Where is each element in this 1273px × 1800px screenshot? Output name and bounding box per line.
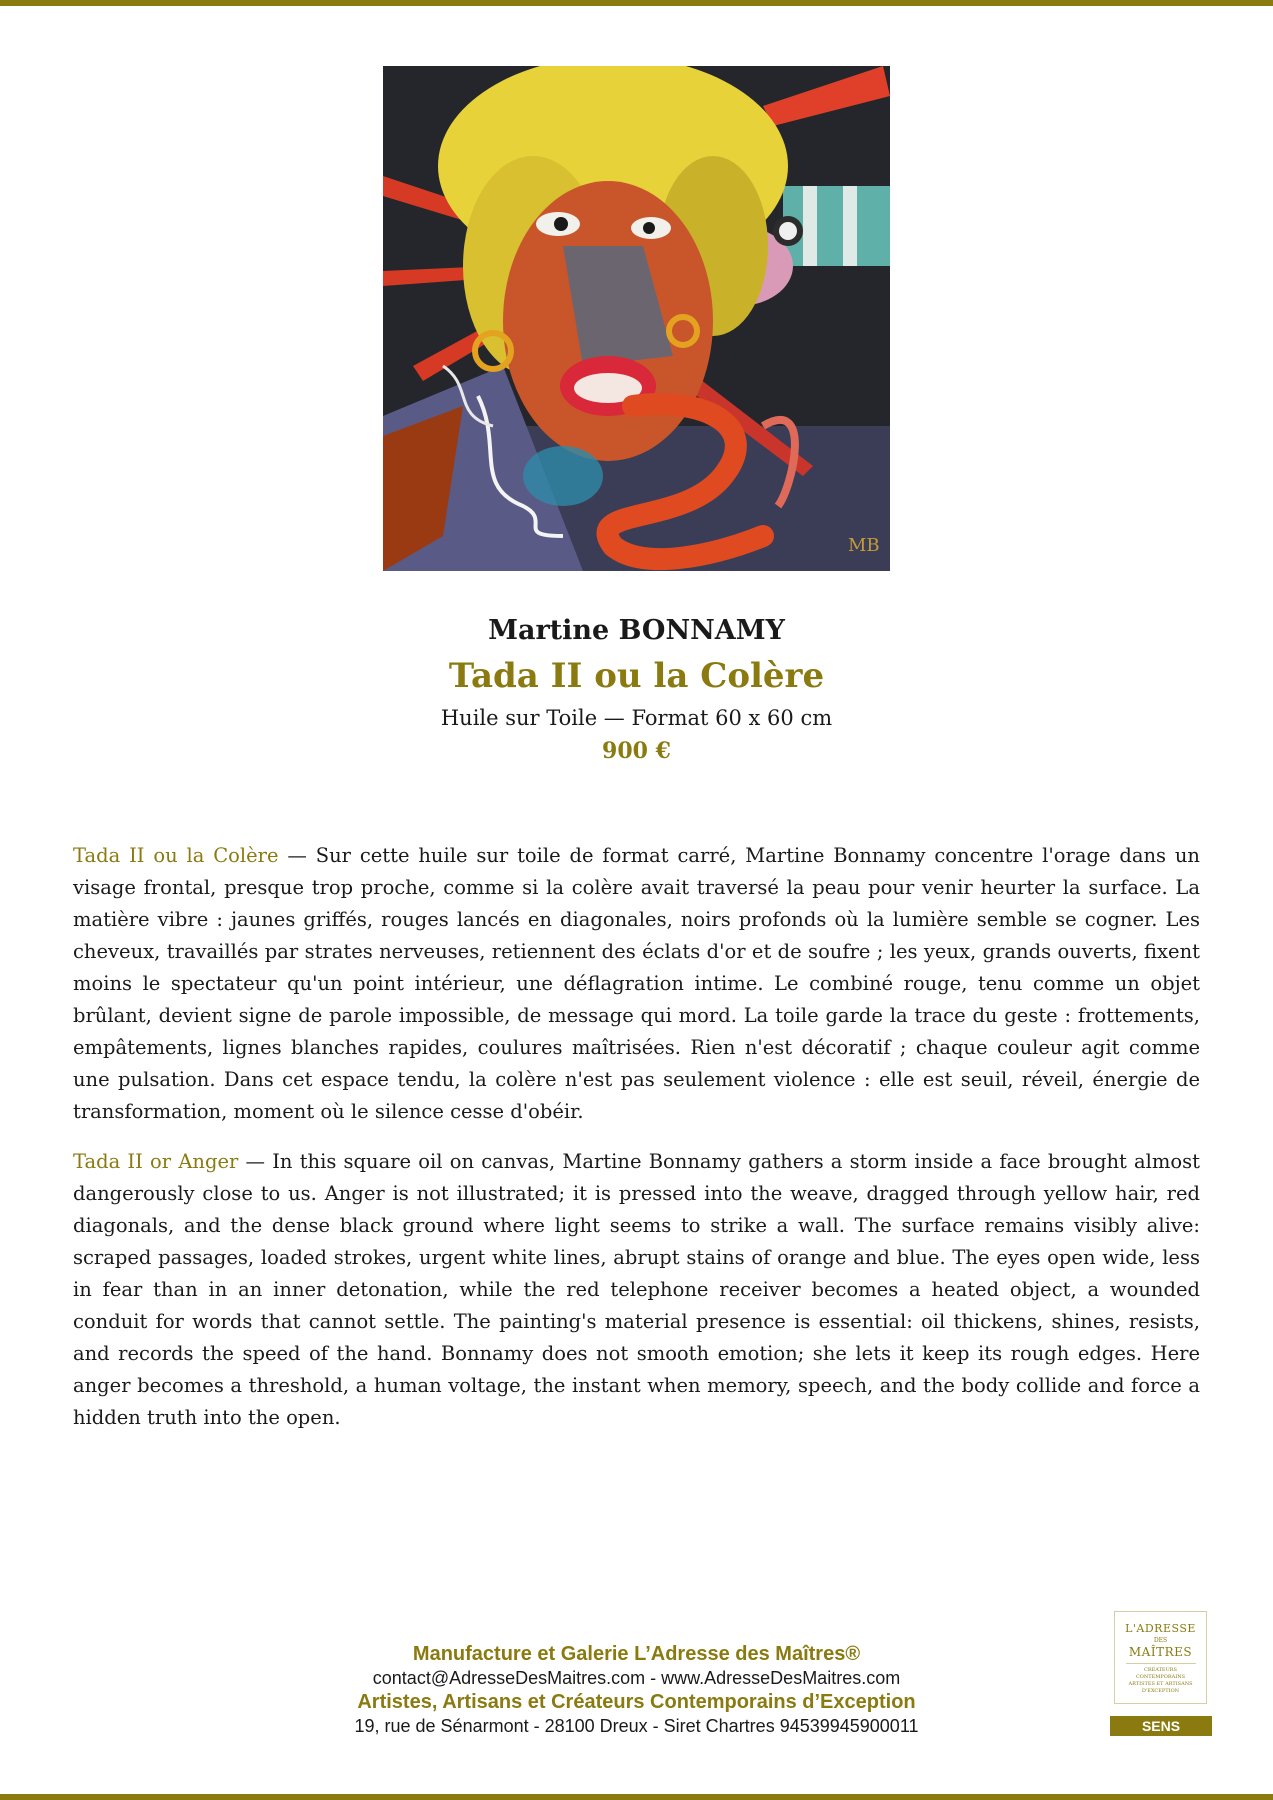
- artwork-title: Tada II ou la Colère: [448, 656, 825, 696]
- svg-text:MB: MB: [848, 535, 880, 556]
- painting-illustration: [383, 66, 890, 571]
- logo-line-2: DES: [1153, 1637, 1168, 1644]
- artwork-medium: Huile sur Toile — Format 60 x 60 cm: [440, 706, 833, 730]
- description-english-lead: Tada II or Anger: [73, 1150, 239, 1173]
- footer-address: 19, rue de Sénarmont - 28100 Dreux - Siret Chartres 94539945900011: [354, 1716, 919, 1736]
- artist-name: Martine BONNAMY: [488, 615, 785, 646]
- sens-badge: SENS: [1110, 1716, 1212, 1736]
- gallery-logo: [1114, 1611, 1207, 1704]
- bottom-border: [0, 1794, 1273, 1800]
- logo-line-3: MAÎTRES: [1128, 1645, 1193, 1659]
- description-french-lead: Tada II ou la Colère: [73, 844, 279, 867]
- description-french: [73, 840, 1200, 1128]
- footer-tagline: Artistes, Artisans et Créateurs Contemporains d’Exception: [357, 1691, 916, 1713]
- logo-line-1: L'ADRESSE: [1125, 1622, 1196, 1635]
- footer-gallery-name: Manufacture et Galerie L’Adresse des Maîtres®: [412, 1643, 861, 1665]
- artwork-image: [383, 66, 890, 571]
- description-french-body: — Sur cette huile sur toile de format carré, Martine Bonnamy concentre l'orage dans un visage frontal, presque trop proche, comme si la colère avait traversé la peau pour venir heurter la surface. La matière vibre : jaunes griffés, rouges lancés en diagonales, noirs profonds où la lumière semble se cogner. Les cheveux, travaillés par strates nerveuses, retiennent des éclats d'or et de soufre ; les yeux, grands ouverts, fixent moins le spectateur qu'un point intérieur, une déflagration intime. Le combiné rouge, tenu comme un objet brûlant, devient signe de parole impossible, de message qui mord. La toile garde la trace du geste : frottements, empâtements, lignes blanches rapides, coulures maîtrisées. Rien n'est décoratif ; chaque couleur agit comme une pulsation. Dans cet espace tendu, la colère n'est pas seulement violence : elle est seuil, réveil, énergie de transformation, moment où le silence cesse d'obéir.: [73, 844, 1200, 1123]
- footer: [250, 1642, 1023, 1738]
- description-english: [73, 1146, 1200, 1434]
- description-english-body: — In this square oil on canvas, Martine Bonnamy gathers a storm inside a face brought almost dangerously close to us. Anger is not illustrated; it is pressed into the weave, dragged through yellow hair, red diagonals, and the dense black ground where light seems to strike a wall. The surface remains visibly alive: scraped passages, loaded strokes, urgent white lines, abrupt stains of orange and blue. The eyes open wide, less in fear than in an inner detonation, while the red telephone receiver becomes a heated object, a wounded conduit for words that cannot settle. The painting's material presence is essential: oil thickens, shines, resists, and records the speed of the hand. Bonnamy does not smooth emotion; she lets it keep its rough edges. Here anger becomes a threshold, a human voltage, the instant when memory, speech, and the body collide and force a hidden truth into the open.: [73, 1150, 1200, 1429]
- footer-contact: contact@AdresseDesMaitres.com - www.AdresseDesMaitres.com: [372, 1668, 901, 1688]
- artwork-price: 900 €: [602, 738, 671, 764]
- logo-line-4: CRÉATEURS CONTEMPORAINS ARTISTES ET ARTISANS D'EXCEPTION: [1128, 1667, 1193, 1694]
- logo-divider: [1126, 1663, 1196, 1664]
- top-border: [0, 0, 1273, 6]
